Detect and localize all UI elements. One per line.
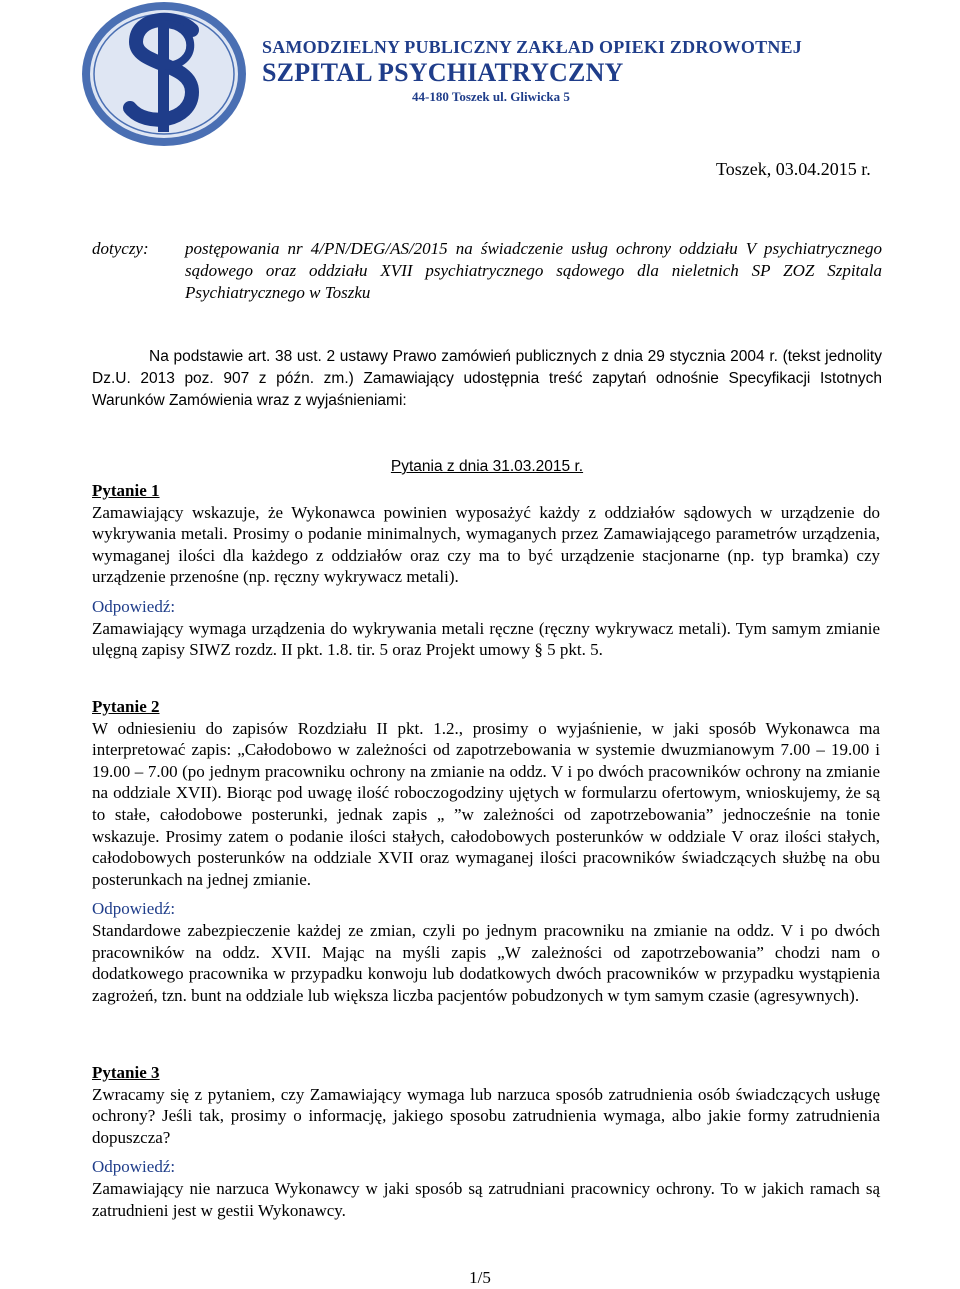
question-text: W odniesieniu do zapisów Rozdziału II pkt. 1.2., prosimy o wyjaśnienie, w jaki sposób Wykonawca ma interpretować zapis: „Całodobowo w zależności od zapotrzebowania w systemie dwuzmianowym 7.00 – 19.00 i 19.00 – 7.00 (po jednym pracowniku ochrony na zmianie na oddz. V i po dwóch pracowników ochrony na zmianie na oddziale XVII). Biorąc pod uwagę ilość roboczogodziny ujętych w formularzu ofertowym, wnioskujemy, że są to stałe, całodobowe posterunki, jednak zapis „ ”w zależności od zapotrzebowania” jednocześnie na tonie wskazuje. Prosimy zatem o podanie ilości stałych, całodobowych posterunków w oddziale V oraz ilości stałych, całodobowych posterunków na oddziale XVII oraz wymaganej ilości pracowników świadczących służbę na obu posterunkach na jednej zmianie. — [92, 718, 880, 889]
answer-text: Zamawiający wymaga urządzenia do wykrywania metali ręczne (ręczny wykrywacz metali). Tym samym zmianie ulęgną zapisy SIWZ rozdz. II pkt. 1.8. tir. 5 oraz Projekt umowy § 5 pkt. 5. — [92, 618, 880, 660]
answer-label: Odpowiedź: — [92, 899, 176, 919]
subject-label: dotyczy: — [92, 239, 149, 258]
letterhead — [80, 0, 880, 150]
question-title: Pytanie 2 — [92, 697, 160, 716]
page-number: 1/5 — [469, 1268, 491, 1287]
questions-date: Pytania z dnia 31.03.2015 r. — [390, 458, 584, 475]
document-date: Toszek, 03.04.2015 r. — [716, 159, 871, 179]
answer-label: Odpowiedź: — [92, 596, 176, 616]
answer-text: Zamawiający nie narzuca Wykonawcy w jaki sposób są zatrudniani pracownicy ochrony. To w jakich ramach są zatrudnieni jest w gestii Wykonawcy. — [92, 1178, 880, 1220]
intro-paragraph: Na podstawie art. 38 ust. 2 ustawy Prawo zamówień publicznych z dnia 29 stycznia 2004 r. (tekst jednolity Dz.U. 2013 poz. 907 z późn. zm.) Zamawiający udostępnia treść zapytań odnośnie Specyfikacji Istotnych Warunków Zamówienia wraz z wyjaśnieniami: — [92, 348, 882, 409]
hospital-address: 44-180 Toszek ul. Gliwicka 5 — [412, 89, 570, 104]
question-block-1 — [92, 480, 880, 661]
question-title: Pytanie 1 — [92, 481, 160, 500]
question-block-3 — [92, 1062, 880, 1221]
institution-name: SAMODZIELNY PUBLICZNY ZAKŁAD OPIEKI ZDROWOTNEJ — [262, 37, 802, 57]
question-block-2 — [92, 696, 880, 1006]
subject-text: postępowania nr 4/PN/DEG/AS/2015 na świadczenie usług ochrony oddziału V psychiatrycznego sądowego oraz oddziału XVII psychiatrycznego sądowego dla nieletnich SP ZOZ Szpitala Psychiatrycznego w Toszku — [185, 239, 882, 302]
answer-label: Odpowiedź: — [92, 1157, 176, 1177]
hospital-name: SZPITAL PSYCHIATRYCZNY — [262, 58, 624, 87]
letterhead-text — [262, 36, 822, 106]
question-text: Zamawiający wskazuje, że Wykonawca powinien wyposażyć każdy z oddziałów sądowych w urządzenie do wykrywania metali. Prosimy o podanie minimalnych, wymaganych przez Zamawiającego parametrów urządzenia, wymaganej ilości dla każdego z oddziałów oraz czy ma to być urządzenie stacjonarne (np. typ bramka) czy urządzenie przenośne (np. ręczny wykrywacz metali). — [92, 502, 880, 587]
question-text: Zwracamy się z pytaniem, czy Zamawiający wymaga lub narzuca sposób zatrudnienia osób świadczących usługę ochrony? Jeśli tak, prosimy o informację, jakiego sposobu zatrudnienia wymaga, albo jakie formy zatrudnienia dopuszcza? — [92, 1084, 880, 1147]
hospital-logo — [80, 0, 248, 148]
question-title: Pytanie 3 — [92, 1063, 160, 1082]
answer-text: Standardowe zabezpieczenie każdej ze zmian, czyli po jednym pracowniku na zmianie na oddz. V i po dwóch pracowników na oddz. XVII. Mając na myśli zapis „W zależności od zapotrzebowania” chodzi nam o dodatkowego pracownika w przypadku konwoju lub dodatkowych dwóch pracowników w przypadku wystąpienia zagrożeń, tzn. bunt na oddziale lub większa liczba pacjentów pobudzonych w tym samym czasie (agresywnych). — [92, 920, 880, 1005]
